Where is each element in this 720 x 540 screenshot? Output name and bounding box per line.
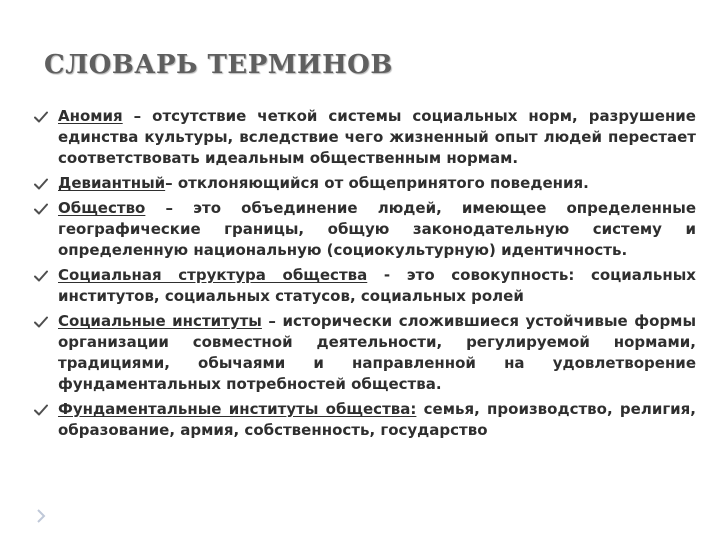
term-definition: - это совокупность: социальных институтов, социальных статусов, социальных ролей <box>58 266 696 305</box>
term-word: Социальные институты <box>58 312 262 330</box>
term-item-fundamental-institutions <box>34 399 696 441</box>
term-definition: – это объединение людей, имеющее определенные географические границы, общую законодательную систему и определенную национальную (социокультурную) идентичность. <box>58 199 696 259</box>
term-item-social-structure <box>34 265 696 307</box>
term-item-anomia <box>34 106 696 169</box>
term-word: Общество <box>58 199 146 217</box>
term-item-society <box>34 198 696 261</box>
term-word: Девиантный <box>58 174 166 192</box>
term-item-deviant <box>34 173 696 194</box>
slide-title: СЛОВАРЬ ТЕРМИНОВ <box>44 50 393 80</box>
term-list <box>34 106 696 445</box>
checkmark-icon <box>34 399 52 420</box>
checkmark-icon <box>34 198 52 219</box>
term-definition: – отсутствие четкой системы социальных норм, разрушение единства культуры, вследствие чего жизненный опыт людей перестает соответствовать идеальным общественным нормам. <box>58 107 696 167</box>
checkmark-icon <box>34 311 52 332</box>
next-arrow-icon <box>36 508 46 522</box>
term-definition: семья, производство, религия, образование, армия, собственность, государство <box>58 400 696 439</box>
checkmark-icon <box>34 265 52 286</box>
checkmark-icon <box>34 106 52 127</box>
checkmark-icon <box>34 173 52 194</box>
term-word: Фундаментальные институты общества: <box>58 400 417 418</box>
term-word: Аномия <box>58 107 123 125</box>
term-definition: – исторически сложившиеся устойчивые формы организации совместной деятельности, регулируемой нормами, традициями, обычаями и направленной на удовлетворение фундаментальных потребностей общества. <box>58 312 697 393</box>
term-definition: – отклоняющийся от общепринятого поведения. <box>165 174 589 192</box>
term-word: Социальная структура общества <box>58 266 368 284</box>
term-item-social-institutions <box>34 311 696 395</box>
